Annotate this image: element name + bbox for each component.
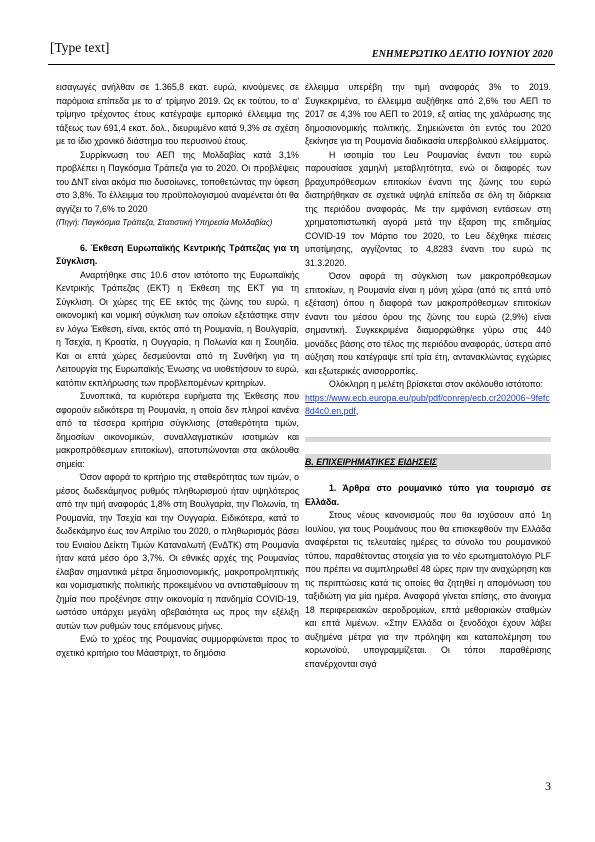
link-suffix: ,: [355, 406, 359, 416]
source-note: (Πηγή: Παγκόσμια Τράπεζα, Στατιστική Υπηρεσία Μολδαβίας): [56, 218, 273, 227]
paragraph: εισαγωγές ανήλθαν σε 1.365,8 εκατ. ευρώ, κινούμενες σε παρόμοια επίπεδα με το α' τρίμηνο 2019. Ως εκ τούτου, το α' τρίμηνο τρέχοντος έτους κατέγραψε εμπορικό έλλειμμα της τάξεως των 691,4 εκατ. δολ., διευρυμένο κατά 9,3% σε σχέση με το ίδιο χρονικό διάστημα του περυσινού έτους.: [56, 82, 299, 146]
section-separator: [305, 437, 551, 442]
section-heading: 1. Άρθρα στο ρουμανικό τύπο για τουρισμό σε Ελλάδα.: [305, 483, 551, 507]
ecb-report-link[interactable]: https://www.ecb.europa.eu/pub/pdf/conrep/ecb.cr202006~9fefc8d4c0.en.pdf: [305, 392, 550, 416]
section-b-title: Β. ΕΠΙΧΕΙΡΗΜΑΤΙΚΕΣ ΕΙΔΗΣΕΙΣ: [305, 456, 438, 467]
paragraph: Συνοπτικά, τα κυριότερα ευρήματα της Έκθεσης που αφορούν ειδικότερα τη Ρουμανία, η οποία δεν πληροί κανένα από τα τέσσερα κριτήρια σύγκλισης (σταθερότητα τιμών, δημοσίων οικονομικών, συναλλαγματικών ισοτιμιών και μακροπρόθεσμων επιτοκίων), αποτυπώνονται στα ακόλουθα σημεία:: [56, 391, 299, 469]
page-number: 3: [545, 779, 551, 793]
paragraph: Όσον αφορά το κριτήριο της σταθερότητας των τιμών, ο μέσος δωδεκάμηνος ρυθμός πληθωρισμού ήταν υψηλότερος από την τιμή αναφοράς 1,8% στη Βουλγαρία, την Πολωνία, τη Ρουμανία, την Τσεχία και την Ουγγαρία. Ειδικότερα, κατά το δωδεκάμηνο έως τον Απρίλιο του 2020, ο πληθωρισμός βάσει του Ενιαίου Δείκτη Τιμών Καταναλωτή (ΕνΔΤΚ) στη Ρουμανία ήταν κατά μέσο όρο 3,7%. Οι εθνικές αρχές της Ρουμανίας έλαβαν σημαντικά μέτρα δημοσιονομικής, μακροπροληπτικής και νομισματικής πολιτικής προκειμένου να αντισταθμίσουν τη ζημία που προξένησε στην οικονομία η πανδημία COVID-19, ωστόσο υπάρχει μεγάλη αβεβαιότητα ως προς την εξέλιξη αυτών των ρυθμών τους επόμενους μήνες.: [56, 472, 299, 631]
header-placeholder-text: [Type text]: [50, 40, 110, 55]
paragraph: Αναρτήθηκε στις 10.6 στον ιστότοπο της Ευρωπαϊκής Κεντρικής Τράπεζας (ΕΚΤ) η Έκθεση της ΕΚΤ για τη Σύγκλιση. Οι χώρες της ΕΕ εκτός της ζώνης του ευρώ, η οικονομική και νομική σύγκλιση των οποίων εξετάστηκε στην εν λόγω Έκθεση, είναι, εκτός από τη Ρουμανία, η Βουλγαρία, η Τσεχία, η Κροατία, η Ουγγαρία, η Πολωνία και η Σουηδία. Και οι επτά χώρες δεσμεύονται από τη Συνθήκη για τη Λειτουργία της Ευρωπαϊκής Ένωσης να υιοθετήσουν το ευρώ, κατόπιν εκπλήρωσης των προβλεπομένων κριτηρίων.: [56, 269, 299, 388]
header-divider: [48, 64, 555, 65]
paragraph: Ολόκληρη η μελέτη βρίσκεται στον ακόλουθο ιστότοπο:: [329, 379, 543, 389]
section-b-heading: [305, 454, 551, 471]
left-column: [56, 81, 299, 660]
paragraph: Ενώ το χρέος της Ρουμανίας συμμορφώνεται προς το σχετικό κριτήριο του Μάαστριχτ, το δημόσιο: [56, 634, 299, 658]
paragraph: Στους νέους κανονισμούς που θα ισχύσουν από 1η Ιουλίου, για τους Ρουμάνους που θα επισκεφθούν την Ελλάδα αναφέρεται τις τελευταίες ημέρες το σύνολο του ρουμανικού τύπου, παραθέτοντας στοιχεία για το νέο ερωτηματολόγιο PLF που πρέπει να συμπληρωθεί 48 ώρες πριν την αναχώρηση και τις περιπτώσεις κατά τις οποίες θα ζητηθεί η απομόνωση του ταξιδιώτη για μία ημέρα. Αναφορά γίνεται επίσης, στο άνοιγμα 18 περιφερειακών αεροδρομίων, επτά μεθοριακών σταθμών και επτά λιμένων. «Στην Ελλάδα οι ξενοδόχοι έχουν λάβει αυξημένα μέτρα για την πρόληψη και καταπολέμηση του κορωνοϊού, υπογραμμίζεται. Οι τόποι παραθέρισης επανέρχονται σιγά: [305, 510, 551, 669]
paragraph: Η ισοτιμία του Leu Ρουμανίας έναντι του ευρώ παρουσίασε χαμηλή μεταβλητότητα, ενώ οι διαφορές των βραχυπρόθεσμων επιτοκίων έναντι της ζώνης του ευρώ διατηρήθηκαν σε σχετικά υψηλά επίπεδα σε όλη τη διάρκεια της περιόδου αναφοράς. Με την εμφάνιση εντάσεων στη χρηματοπιστωτική αγορά μετά την έξαρση της επιδημίας COVID-19 τον Μάρτιο του 2020, το Leu δέχθηκε πιέσεις υποτίμησης, αγγίζοντας το 4,8283 έναντι του ευρώ τις 31.3.2020.: [305, 149, 551, 268]
ecb-report-link-line: [305, 392, 551, 419]
newsletter-title: ΕΝΗΜΕΡΩΤΙΚΟ ΔΕΛΤΙΟ ΙΟΥΝΙΟΥ 2020: [371, 49, 553, 60]
section-heading: 6. Έκθεση Ευρωπαϊκής Κεντρικής Τράπεζας για τη Σύγκλιση.: [56, 242, 299, 266]
paragraph: Όσον αφορά τη σύγκλιση των μακροπρόθεσμων επιτοκίων, η Ρουμανία είναι η μόνη χώρα (από τις επτά υπό εξέταση) όπου η διαφορά των μακροπρόθεσμων επιτοκίων έναντι του μέσου όρου της ζώνης του ευρώ (2,9%) είναι σημαντική. Συγκεκριμένα διαμορφώθηκε γύρω στις 440 μονάδες βάσης στο τέλος της περιόδου αναφοράς, ύστερα από αύξηση που κατέγραψε επί τρία έτη, αντανακλώντας εγχώριες και εξωτερικές ανισορροπίες.: [305, 271, 551, 376]
paragraph: έλλειμμα υπερέβη την τιμή αναφοράς 3% το 2019. Συγκεκριμένα, το έλλειμμα αυξήθηκε από 2,6% του ΑΕΠ το 2017 σε 4,3% του ΑΕΠ το 2019, εξ αιτίας της χαλάρωσης της δημοσιονομικής πολιτικής. Σημειώνεται ότι εντός του 2020 ξεκίνησε για τη Ρουμανία διαδικασία υπερβολικού ελλείμματος.: [305, 82, 551, 146]
paragraph: Συρρίκνωση του ΑΕΠ της Μολδαβίας κατά 3,1% προβλέπει η Παγκόσμια Τράπεζα για το 2020. Οι προβλέψεις του ΔΝΤ είναι ακόμα πιο δυσοίωνες, τοποθετώντας την ύφεση στο 3,8%. Το έλλειμμα του προϋπολογισμού αναμένεται ότι θα αγγίζει το 7,6% το 2020: [56, 149, 299, 214]
right-column: [305, 81, 551, 671]
